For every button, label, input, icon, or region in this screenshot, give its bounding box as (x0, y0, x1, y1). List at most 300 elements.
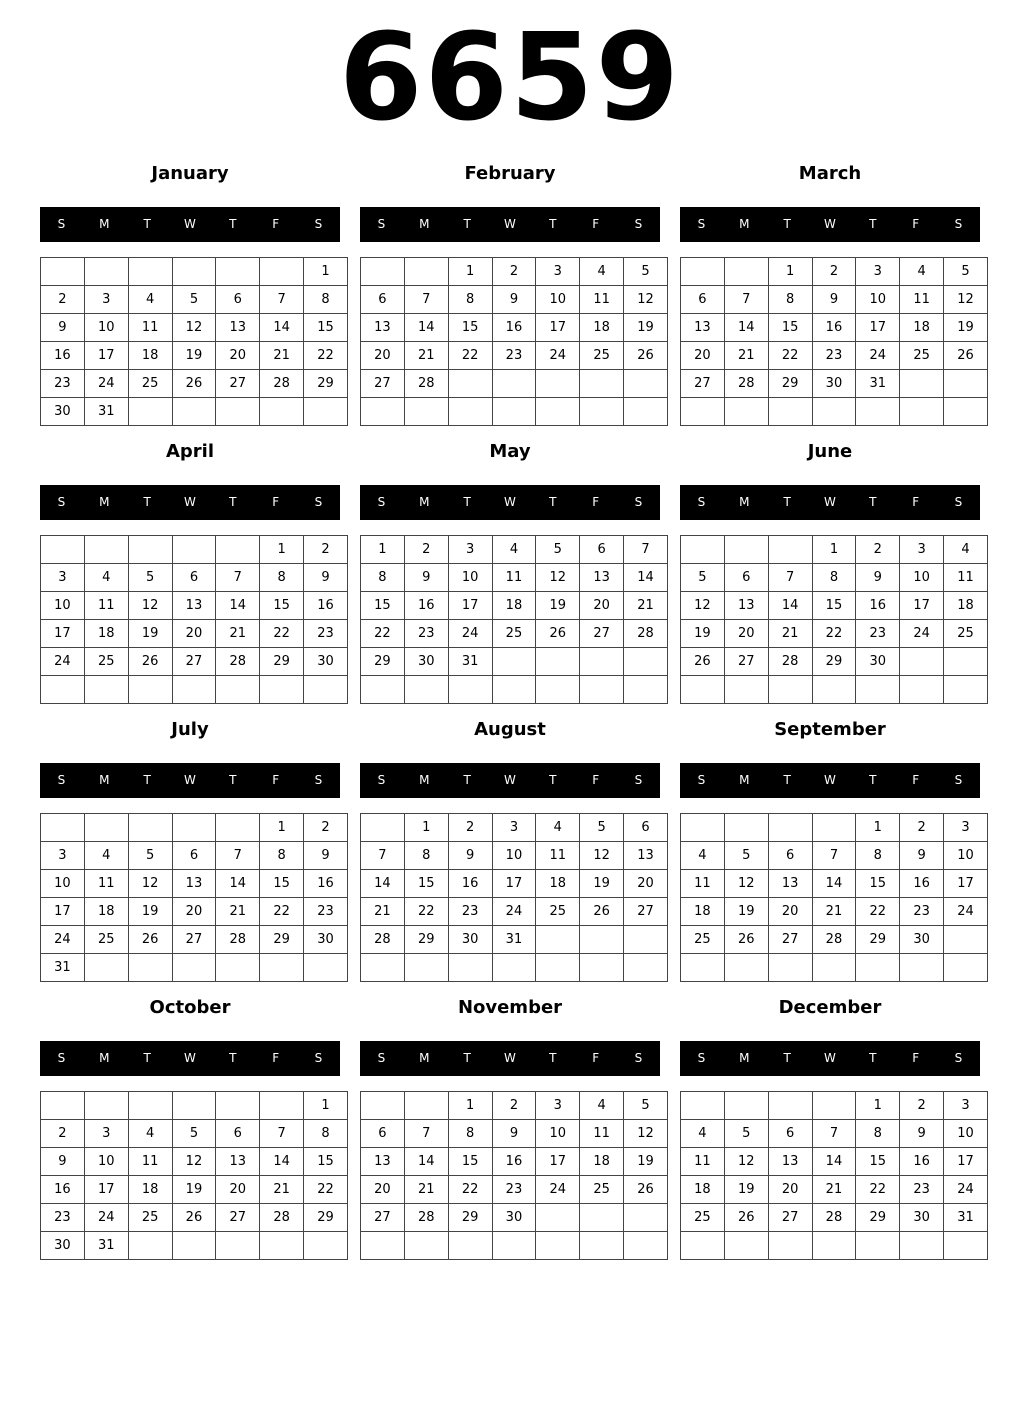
weekday-label: W (184, 1051, 196, 1065)
day-cell (172, 1092, 216, 1120)
weekday-label: W (504, 495, 516, 509)
day-cell: 15 (260, 592, 304, 620)
day-cell: 29 (448, 1204, 492, 1232)
day-cell: 10 (900, 564, 944, 592)
week-row (41, 1092, 348, 1120)
day-cell (304, 1232, 348, 1260)
day-cell (260, 258, 304, 286)
day-cell: 1 (260, 536, 304, 564)
day-cell: 4 (944, 536, 988, 564)
day-cell (216, 1232, 260, 1260)
day-cell: 27 (724, 648, 768, 676)
month-name: November (457, 997, 563, 1018)
day-cell: 19 (580, 870, 624, 898)
day-cell (492, 398, 536, 426)
day-cell: 7 (404, 286, 448, 314)
day-cell: 19 (681, 620, 725, 648)
week-row (361, 898, 668, 926)
day-cell (724, 676, 768, 704)
day-cell (624, 1232, 668, 1260)
day-cell (944, 676, 988, 704)
day-cell: 22 (260, 620, 304, 648)
day-cell (724, 1232, 768, 1260)
day-cell (681, 676, 725, 704)
day-cell: 18 (580, 314, 624, 342)
day-cell: 30 (404, 648, 448, 676)
month-name: May (489, 441, 531, 462)
week-row (41, 898, 348, 926)
day-cell: 4 (580, 258, 624, 286)
week-row (41, 1204, 348, 1232)
day-cell: 17 (900, 592, 944, 620)
week-row (681, 676, 988, 704)
day-cell (492, 1232, 536, 1260)
day-cell: 14 (216, 870, 260, 898)
day-cell: 13 (172, 870, 216, 898)
day-cell (856, 954, 900, 982)
weekday-label: F (272, 773, 280, 787)
day-cell: 9 (900, 1120, 944, 1148)
week-row (361, 1204, 668, 1232)
month-name: April (165, 441, 215, 462)
day-cell: 28 (724, 370, 768, 398)
day-cell (536, 926, 580, 954)
day-cell (724, 258, 768, 286)
day-cell: 24 (536, 342, 580, 370)
day-cell: 3 (900, 536, 944, 564)
day-grid (360, 257, 668, 426)
week-row (681, 814, 988, 842)
day-cell: 25 (128, 370, 172, 398)
weekday-label: S (954, 495, 963, 509)
day-cell: 31 (492, 926, 536, 954)
day-cell: 2 (41, 1120, 85, 1148)
day-cell (128, 814, 172, 842)
day-cell (900, 648, 944, 676)
weekday-label: S (377, 495, 386, 509)
month-name: February (464, 163, 556, 184)
day-cell: 19 (944, 314, 988, 342)
day-grid (680, 257, 988, 426)
day-cell: 8 (260, 564, 304, 592)
day-cell: 29 (768, 370, 812, 398)
day-cell: 9 (41, 1148, 85, 1176)
day-cell (448, 370, 492, 398)
month-name: March (798, 163, 862, 184)
day-cell: 27 (216, 1204, 260, 1232)
day-cell: 1 (768, 258, 812, 286)
weekday-header (360, 485, 660, 520)
day-cell (492, 648, 536, 676)
day-cell: 1 (856, 814, 900, 842)
day-cell: 3 (84, 286, 128, 314)
day-cell: 14 (404, 1148, 448, 1176)
day-cell: 18 (84, 620, 128, 648)
weekday-header (40, 1041, 340, 1076)
day-cell: 11 (580, 1120, 624, 1148)
day-cell: 24 (944, 1176, 988, 1204)
weekday-label: S (314, 217, 323, 231)
week-row (41, 1120, 348, 1148)
day-cell: 22 (304, 342, 348, 370)
week-row (41, 1232, 348, 1260)
day-cell: 23 (492, 1176, 536, 1204)
day-cell: 12 (624, 1120, 668, 1148)
weekday-header (360, 1041, 660, 1076)
day-cell: 30 (856, 648, 900, 676)
day-cell: 7 (768, 564, 812, 592)
day-cell: 23 (404, 620, 448, 648)
day-cell: 23 (304, 898, 348, 926)
day-cell (681, 398, 725, 426)
day-cell (624, 954, 668, 982)
weekday-label: F (912, 1051, 920, 1065)
week-row (681, 954, 988, 982)
day-cell: 6 (172, 564, 216, 592)
day-cell: 26 (681, 648, 725, 676)
day-cell (172, 258, 216, 286)
week-row (361, 620, 668, 648)
day-cell: 17 (536, 314, 580, 342)
day-cell (580, 648, 624, 676)
day-cell: 16 (448, 870, 492, 898)
week-row (681, 1176, 988, 1204)
day-cell: 31 (856, 370, 900, 398)
day-cell: 4 (536, 814, 580, 842)
day-cell: 20 (624, 870, 668, 898)
weekday-label: S (634, 495, 643, 509)
day-cell: 18 (580, 1148, 624, 1176)
day-cell: 5 (624, 1092, 668, 1120)
day-cell: 16 (41, 342, 85, 370)
day-cell (84, 954, 128, 982)
day-cell: 28 (361, 926, 405, 954)
day-cell: 9 (812, 286, 856, 314)
day-cell: 23 (900, 898, 944, 926)
day-cell (41, 258, 85, 286)
day-cell (304, 398, 348, 426)
day-cell: 11 (681, 870, 725, 898)
day-cell: 26 (128, 926, 172, 954)
day-grid (40, 1091, 348, 1260)
day-cell: 7 (812, 842, 856, 870)
month-name: July (171, 719, 209, 740)
day-cell: 24 (536, 1176, 580, 1204)
day-cell (448, 1232, 492, 1260)
day-cell: 26 (624, 342, 668, 370)
day-cell: 31 (944, 1204, 988, 1232)
weekday-header (680, 485, 980, 520)
weekday-label: S (634, 1051, 643, 1065)
day-cell (492, 954, 536, 982)
day-cell (361, 954, 405, 982)
weekday-label: W (184, 495, 196, 509)
day-cell: 9 (404, 564, 448, 592)
day-cell: 29 (260, 648, 304, 676)
day-cell: 8 (304, 286, 348, 314)
day-cell: 27 (216, 370, 260, 398)
week-row (681, 536, 988, 564)
day-cell: 27 (361, 1204, 405, 1232)
day-cell: 5 (128, 564, 172, 592)
day-cell: 8 (812, 564, 856, 592)
day-cell: 15 (304, 314, 348, 342)
day-cell: 21 (260, 342, 304, 370)
day-cell (681, 536, 725, 564)
day-cell: 7 (812, 1120, 856, 1148)
day-cell: 9 (304, 564, 348, 592)
day-cell: 8 (260, 842, 304, 870)
day-cell: 11 (536, 842, 580, 870)
weekday-label: S (377, 217, 386, 231)
weekday-header (360, 763, 660, 798)
day-cell (724, 1092, 768, 1120)
day-cell: 4 (128, 286, 172, 314)
day-cell: 13 (681, 314, 725, 342)
day-cell: 10 (536, 286, 580, 314)
day-cell: 5 (580, 814, 624, 842)
weekday-label: T (869, 1051, 877, 1065)
day-cell: 23 (492, 342, 536, 370)
day-cell (768, 398, 812, 426)
day-cell: 14 (624, 564, 668, 592)
day-cell: 3 (448, 536, 492, 564)
day-cell: 23 (448, 898, 492, 926)
day-cell: 30 (900, 1204, 944, 1232)
weekday-label: S (697, 773, 706, 787)
day-cell: 7 (361, 842, 405, 870)
day-cell: 14 (361, 870, 405, 898)
day-cell: 20 (172, 620, 216, 648)
day-cell: 17 (944, 870, 988, 898)
day-cell: 19 (128, 898, 172, 926)
week-row (41, 954, 348, 982)
day-cell: 31 (84, 398, 128, 426)
week-row (41, 592, 348, 620)
day-cell (492, 676, 536, 704)
day-cell (536, 398, 580, 426)
day-cell: 5 (681, 564, 725, 592)
day-cell: 6 (768, 842, 812, 870)
day-cell (944, 398, 988, 426)
day-cell: 7 (216, 842, 260, 870)
day-cell (812, 398, 856, 426)
day-cell (128, 1232, 172, 1260)
day-cell: 21 (768, 620, 812, 648)
day-cell: 25 (536, 898, 580, 926)
day-cell: 4 (681, 1120, 725, 1148)
day-cell (216, 536, 260, 564)
day-cell: 13 (580, 564, 624, 592)
month-name: June (807, 441, 853, 462)
day-cell: 30 (304, 648, 348, 676)
day-cell: 12 (580, 842, 624, 870)
day-cell: 30 (448, 926, 492, 954)
day-cell (84, 536, 128, 564)
day-cell (492, 370, 536, 398)
day-cell: 21 (812, 1176, 856, 1204)
weekday-label: T (463, 217, 471, 231)
weekday-label: S (314, 773, 323, 787)
day-cell: 16 (900, 1148, 944, 1176)
day-cell (768, 954, 812, 982)
day-cell: 10 (41, 592, 85, 620)
day-cell (260, 676, 304, 704)
weekday-label: T (783, 495, 791, 509)
week-row (41, 564, 348, 592)
day-cell: 20 (681, 342, 725, 370)
day-cell: 21 (724, 342, 768, 370)
day-cell: 8 (404, 842, 448, 870)
day-cell: 29 (361, 648, 405, 676)
weekday-label: W (184, 773, 196, 787)
day-cell (260, 954, 304, 982)
day-cell: 6 (361, 286, 405, 314)
day-grid (680, 813, 988, 982)
day-cell: 8 (448, 1120, 492, 1148)
day-cell: 15 (768, 314, 812, 342)
day-cell: 2 (448, 814, 492, 842)
day-cell: 15 (448, 314, 492, 342)
day-cell: 23 (856, 620, 900, 648)
day-cell: 9 (41, 314, 85, 342)
day-cell: 28 (812, 926, 856, 954)
weekday-label: F (272, 1051, 280, 1065)
day-cell: 26 (724, 1204, 768, 1232)
day-cell: 15 (304, 1148, 348, 1176)
day-cell: 21 (361, 898, 405, 926)
day-cell (361, 398, 405, 426)
day-cell: 6 (681, 286, 725, 314)
day-cell: 1 (404, 814, 448, 842)
day-cell: 30 (41, 1232, 85, 1260)
day-cell: 20 (580, 592, 624, 620)
day-cell: 29 (856, 1204, 900, 1232)
weekday-label: F (592, 495, 600, 509)
day-cell: 2 (900, 814, 944, 842)
day-cell: 26 (624, 1176, 668, 1204)
day-cell: 28 (216, 926, 260, 954)
day-cell (768, 1232, 812, 1260)
day-cell: 22 (812, 620, 856, 648)
day-cell: 27 (172, 648, 216, 676)
weekday-label: T (869, 217, 877, 231)
day-cell: 12 (172, 314, 216, 342)
week-row (361, 342, 668, 370)
day-cell: 15 (812, 592, 856, 620)
weekday-label: T (463, 773, 471, 787)
weekday-label: M (419, 217, 430, 231)
week-row (41, 258, 348, 286)
week-row (361, 676, 668, 704)
weekday-label: W (504, 217, 516, 231)
day-cell: 3 (492, 814, 536, 842)
day-cell (404, 258, 448, 286)
day-cell: 23 (41, 370, 85, 398)
week-row (41, 676, 348, 704)
month-name: December (778, 997, 882, 1018)
day-cell: 5 (944, 258, 988, 286)
day-cell (84, 676, 128, 704)
weekday-label: T (549, 217, 557, 231)
day-cell: 6 (216, 1120, 260, 1148)
day-cell (856, 1232, 900, 1260)
weekday-label: T (463, 495, 471, 509)
day-cell: 5 (172, 286, 216, 314)
weekday-label: M (739, 773, 750, 787)
day-cell: 17 (41, 620, 85, 648)
day-cell (448, 398, 492, 426)
day-cell: 20 (361, 342, 405, 370)
weekday-label: W (824, 495, 836, 509)
day-cell: 28 (216, 648, 260, 676)
day-cell: 9 (448, 842, 492, 870)
day-cell: 27 (768, 1204, 812, 1232)
day-cell: 25 (944, 620, 988, 648)
day-cell: 2 (856, 536, 900, 564)
day-cell: 17 (856, 314, 900, 342)
day-cell: 16 (41, 1176, 85, 1204)
day-cell: 12 (724, 1148, 768, 1176)
weekday-label: F (912, 773, 920, 787)
day-cell: 6 (172, 842, 216, 870)
day-cell: 30 (812, 370, 856, 398)
day-cell: 21 (404, 1176, 448, 1204)
week-row (41, 1176, 348, 1204)
week-row (361, 814, 668, 842)
week-row (41, 398, 348, 426)
weekday-label: S (634, 773, 643, 787)
day-grid (40, 813, 348, 982)
day-cell: 29 (404, 926, 448, 954)
day-cell: 15 (404, 870, 448, 898)
day-cell: 3 (41, 564, 85, 592)
day-cell (260, 1232, 304, 1260)
day-cell: 8 (856, 1120, 900, 1148)
day-cell: 15 (856, 870, 900, 898)
day-cell: 24 (492, 898, 536, 926)
day-cell (724, 814, 768, 842)
weekday-header (360, 207, 660, 242)
day-cell: 18 (944, 592, 988, 620)
day-cell (404, 1232, 448, 1260)
day-cell: 21 (260, 1176, 304, 1204)
day-cell: 14 (404, 314, 448, 342)
day-cell (536, 1204, 580, 1232)
day-cell: 3 (944, 1092, 988, 1120)
week-row (681, 898, 988, 926)
day-cell: 14 (812, 1148, 856, 1176)
day-cell (900, 954, 944, 982)
weekday-label: T (143, 495, 151, 509)
day-cell (448, 676, 492, 704)
day-cell: 24 (900, 620, 944, 648)
day-cell: 9 (492, 286, 536, 314)
day-grid (680, 535, 988, 704)
day-cell: 21 (404, 342, 448, 370)
day-cell: 29 (812, 648, 856, 676)
day-cell: 5 (172, 1120, 216, 1148)
day-cell (128, 676, 172, 704)
day-cell: 9 (304, 842, 348, 870)
week-row (681, 1232, 988, 1260)
day-cell: 10 (41, 870, 85, 898)
day-cell: 1 (856, 1092, 900, 1120)
day-cell: 25 (580, 1176, 624, 1204)
day-cell: 11 (944, 564, 988, 592)
day-cell (856, 676, 900, 704)
day-cell (260, 1092, 304, 1120)
